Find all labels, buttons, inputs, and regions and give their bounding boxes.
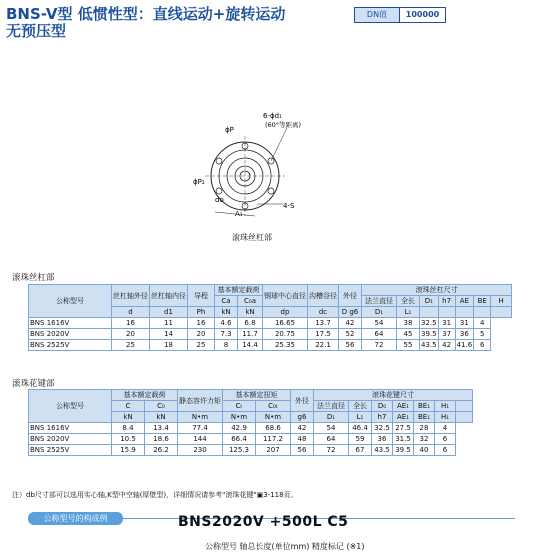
cell-be: 4 (474, 318, 491, 329)
cell-ct: 66.4 (223, 434, 256, 445)
figure-caption: 滚珠丝杠部 (232, 233, 272, 242)
cell-D1: 72 (314, 445, 349, 456)
s-h-length: 全长 (349, 401, 372, 412)
s-h-outer: 外径 (291, 390, 314, 412)
cell-dp: 25.35 (263, 340, 308, 351)
cell-be: 6 (474, 340, 491, 351)
cell-D1: 54 (314, 423, 349, 434)
h-dims: 滚珠丝杠尺寸 (362, 285, 512, 296)
u-dp: dp (263, 307, 308, 318)
cell-c0a: 14.4 (238, 340, 263, 351)
cell-h7: 42 (438, 340, 455, 351)
s-h-model: 公称型号 (29, 390, 112, 423)
h-root-dia: 沟槽谷径 (308, 285, 339, 307)
label-pitch: (60°等距离) (265, 121, 302, 129)
h-root-d: 丝杠轴内径 (150, 285, 188, 307)
cell-c0a: 11.7 (238, 329, 263, 340)
u-d1: d1 (150, 307, 188, 318)
s-u-h7: h7 (372, 412, 393, 423)
table-row (29, 445, 473, 456)
table-row (29, 340, 512, 351)
cell-dp: 20.75 (263, 329, 308, 340)
cell-ct: 42.9 (223, 423, 256, 434)
cell-model: BNS 1616V (29, 318, 112, 329)
cell-L1: 59 (349, 434, 372, 445)
s-u-g6: g6 (291, 412, 314, 423)
cell-model: BNS 2525V (29, 340, 112, 351)
s-h-dims: 滚珠花键尺寸 (314, 390, 473, 401)
cell-c0t: 117.2 (256, 434, 291, 445)
cell-h7: 36 (372, 434, 393, 445)
cell-model: BNS 2020V (29, 434, 112, 445)
cell-c0: 13.4 (145, 423, 178, 434)
h-shaft-od: 丝杠轴外径 (112, 285, 150, 307)
cell-D: 56 (339, 340, 362, 351)
cell-c: 10.5 (112, 434, 145, 445)
cell-L1: 38 (397, 318, 420, 329)
cell-dc: 22.1 (308, 340, 339, 351)
s-u-h1: H₁ (435, 412, 456, 423)
s-u-kn: kN (112, 412, 145, 423)
h-lead: 导程 (188, 285, 215, 307)
cell-ae: 39.5 (393, 445, 414, 456)
s-h-basic-load: 基本额定载荷 (112, 390, 178, 401)
cell-model: BNS 2525V (29, 445, 112, 456)
cell-x1: 39.5 (421, 330, 437, 338)
cell-h7: 32.5 (372, 423, 393, 434)
dn-label: DN值 (355, 8, 400, 22)
h-basic-load: 基本额定载荷 (215, 285, 263, 296)
example-label: 公称型号的构成例 (28, 512, 123, 525)
label-p: ϕP (225, 126, 234, 134)
s-h-torque: 基本额定扭矩 (223, 390, 291, 401)
u-L1: L₁ (397, 307, 420, 318)
cell-be: 40 (414, 445, 435, 456)
h-ca: Ca (215, 296, 238, 307)
screw-table (28, 284, 512, 351)
cell-x1: 32.5 (421, 319, 437, 327)
table-row (29, 318, 512, 329)
label-do: do (215, 196, 224, 204)
cell-D: 42 (339, 318, 362, 329)
cell-h7: 31 (438, 318, 455, 329)
cell-d: 16 (112, 318, 150, 329)
cell-c: 8.4 (112, 423, 145, 434)
h-flange: 法兰直径 (362, 296, 397, 307)
cell-c0: 26.2 (145, 445, 178, 456)
cell-ca: 7.3 (215, 329, 238, 340)
cell-c0: 18.6 (145, 434, 178, 445)
cell-ae: 27.5 (393, 423, 414, 434)
s-h-static: 静态容许力矩 (178, 390, 223, 412)
s-h-c0t: C₀ₜ (256, 401, 291, 412)
table-row (29, 423, 473, 434)
cell-be: 5 (474, 329, 491, 340)
cell-dp: 16.65 (263, 318, 308, 329)
cell-be: 28 (414, 423, 435, 434)
cell-c0a: 6.8 (238, 318, 263, 329)
title-line2: 无预压型 (6, 22, 67, 40)
cell-ca: 8 (215, 340, 238, 351)
u-kn2: kN (238, 307, 263, 318)
s-h-d1: D₀ (372, 401, 393, 412)
h-be: BE (474, 296, 491, 307)
cell-dc: 13.7 (308, 318, 339, 329)
s-h-c: C (112, 401, 145, 412)
h-length: 全长 (397, 296, 420, 307)
example-code: BNS2020V +500L C5 (178, 514, 349, 530)
cell-model: BNS 2020V (29, 329, 112, 340)
u-kn: kN (215, 307, 238, 318)
cell-L1: 67 (349, 445, 372, 456)
cell-D1: 64 (314, 434, 349, 445)
s-h-c0: C₀ (145, 401, 178, 412)
s-h-h1: H₁ (435, 401, 456, 412)
flange-drawing (175, 108, 325, 248)
cell-D: 48 (291, 434, 314, 445)
title-line1: BNS-V型 低惯性型：直线运动+旋转运动 (6, 5, 286, 23)
screw-section-title: 滚珠丝杠部 (12, 273, 55, 283)
cell-D1: 72 (362, 340, 397, 351)
h-x1: h7 (438, 296, 455, 307)
h-ball-center: 钢球中心直径 (263, 285, 308, 307)
u-dc: dc (308, 307, 339, 318)
footnote: 注）db尺寸部可以选用实心轴,K型中空轴(厚壁型)，详细情况请参考"滚珠花键"▣3-118页。 (12, 491, 298, 499)
u-d: d (112, 307, 150, 318)
cell-h1: 6 (435, 445, 456, 456)
cell-d1: 18 (150, 340, 188, 351)
s-u-kn2: kN (145, 412, 178, 423)
cell-ct: 125.3 (223, 445, 256, 456)
label-holes: 6-ϕd₁ (263, 112, 282, 120)
cell-d1: 11 (150, 318, 188, 329)
cell-c0t: 68.6 (256, 423, 291, 434)
cell-L1: 45 (397, 329, 420, 340)
h-c0a: C₀a (238, 296, 263, 307)
cell-model: BNS 1616V (29, 423, 112, 434)
dn-box (354, 7, 446, 23)
cell-dc: 17.5 (308, 329, 339, 340)
h-d1: D₁ (420, 296, 439, 307)
s-u-nm3: N•m (256, 412, 291, 423)
u-g6: D g6 (339, 307, 362, 318)
cell-h7: 37 (438, 329, 455, 340)
label-4s: 4-S (283, 202, 295, 210)
cell-ae: 41.6 (456, 341, 473, 349)
cell-ma: 230 (178, 445, 223, 456)
cell-D: 42 (291, 423, 314, 434)
cell-D1: 64 (362, 329, 397, 340)
h-ae: AE (455, 296, 474, 307)
s-u-nm2: N•m (223, 412, 256, 423)
label-p2: ϕP₂ (193, 178, 205, 186)
spline-section-title: 滚珠花键部 (12, 379, 55, 389)
s-u-ae: AE₁ (393, 412, 414, 423)
spline-table (28, 389, 473, 456)
page-title (6, 6, 285, 40)
cell-d: 25 (112, 340, 150, 351)
s-h-be: BE₁ (414, 401, 435, 412)
cell-d1: 14 (150, 329, 188, 340)
cell-ae: 31.5 (393, 434, 414, 445)
s-u-d1: D₁ (314, 412, 349, 423)
cell-ae: 31 (455, 318, 474, 329)
cell-c0t: 207 (256, 445, 291, 456)
cell-ae: 36 (455, 329, 474, 340)
table-row (29, 434, 473, 445)
cell-be: 32 (414, 434, 435, 445)
cell-h1: 4 (435, 423, 456, 434)
cell-h7: 43.5 (372, 445, 393, 456)
s-u-be: BE₁ (414, 412, 435, 423)
s-u-l1: L₁ (349, 412, 372, 423)
cell-x1: 43.5 (421, 341, 437, 349)
cell-L1: 46.4 (349, 423, 372, 434)
cell-ph: 25 (188, 340, 215, 351)
s-u-nm: N•m (178, 412, 223, 423)
cell-ma: 77.4 (178, 423, 223, 434)
cell-L1: 55 (397, 340, 420, 351)
table-row (29, 329, 512, 340)
cell-h1: 6 (435, 434, 456, 445)
cell-ma: 144 (178, 434, 223, 445)
cell-D: 56 (291, 445, 314, 456)
example-legend: 公称型号 轴总长度(单位mm) 精度标记 (※1) (205, 542, 365, 551)
h-h: H (491, 296, 512, 307)
s-h-flange: 法兰直径 (314, 401, 349, 412)
s-h-ct: Cₜ (223, 401, 256, 412)
label-a1: A₁ (235, 210, 243, 218)
h-outer: 外径 (339, 285, 362, 307)
cell-d: 20 (112, 329, 150, 340)
dn-value: 100000 (405, 10, 440, 19)
cell-D: 52 (339, 329, 362, 340)
cell-c: 15.9 (112, 445, 145, 456)
u-D1: D₁ (362, 307, 397, 318)
cell-ca: 4.6 (215, 318, 238, 329)
cell-ph: 16 (188, 318, 215, 329)
u-ph: Ph (188, 307, 215, 318)
s-h-ae: AE₁ (393, 401, 414, 412)
cell-ph: 20 (188, 329, 215, 340)
h-model: 公称型号 (29, 285, 112, 318)
cell-D1: 54 (362, 318, 397, 329)
